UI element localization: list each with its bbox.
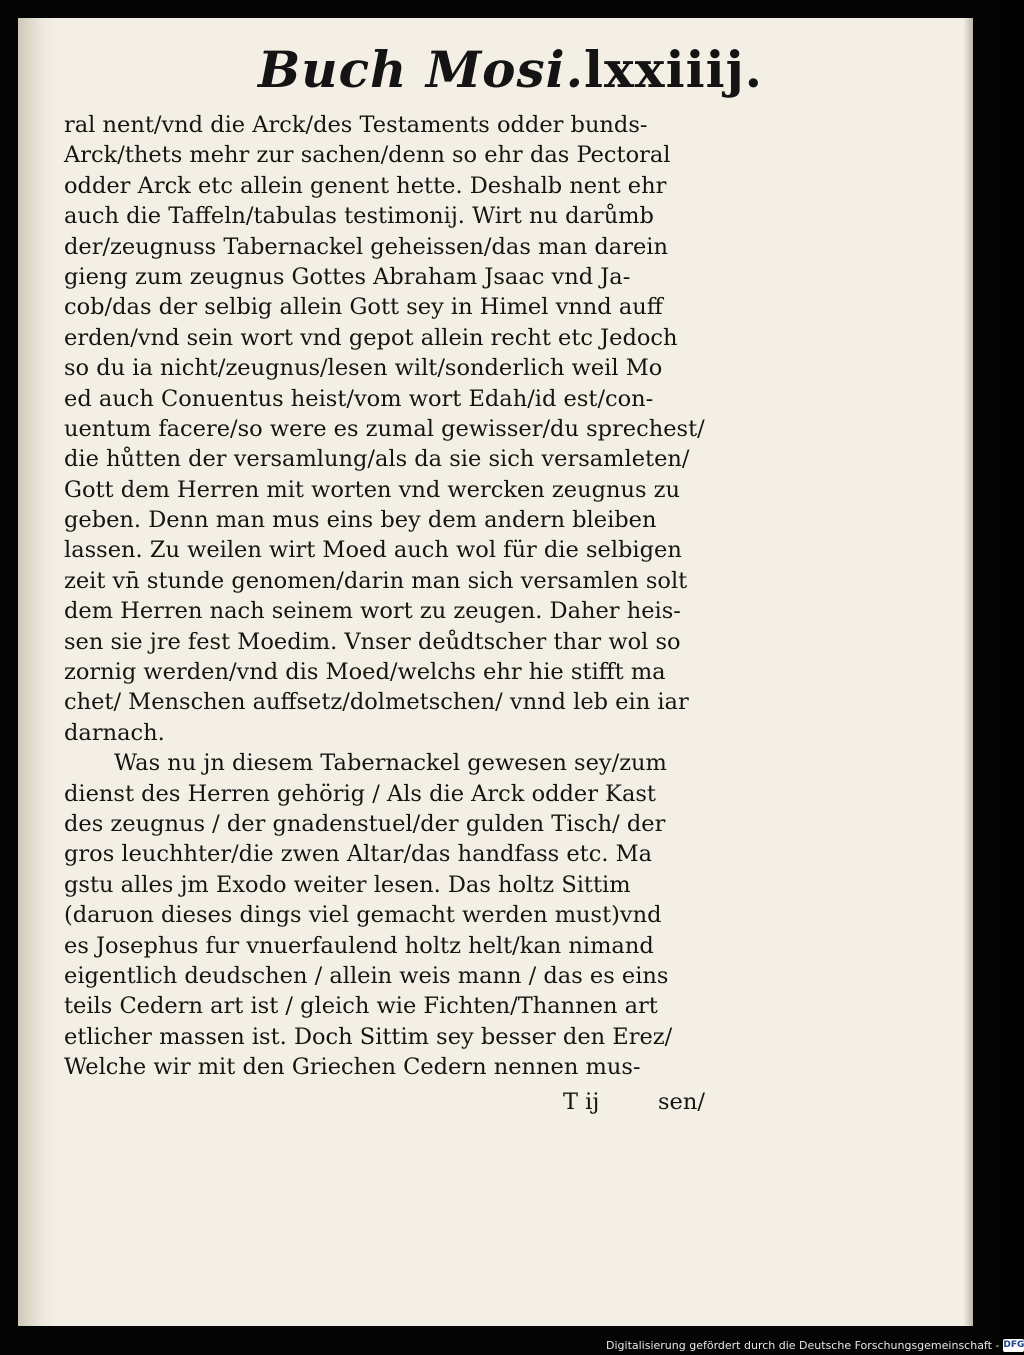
text-line-content: etlicher massen ist. Doch Sittim sey besser den Erez/: [64, 1023, 673, 1050]
text-line-content: gieng zum zeugnus Gottes Abraham Jsaac vnd Ja-: [64, 263, 631, 290]
text-line: [64, 991, 729, 1021]
page-gutter-shadow: [18, 18, 56, 1326]
text-line: [64, 1022, 729, 1052]
dfg-logo: DFG: [1003, 1340, 1024, 1350]
text-line: [64, 748, 729, 778]
text-line: [64, 839, 729, 869]
text-line: [64, 961, 729, 991]
page-edge-shadow: [963, 18, 973, 1326]
text-line-content: gros leuchhter/die zwen Altar/das handfass etc. Ma: [64, 841, 653, 868]
text-line-content: der/zeugnuss Tabernackel geheissen/das man darein: [64, 233, 668, 260]
text-line-content: uentum facere/so were es zumal gewisser/du sprechest/: [64, 415, 705, 442]
text-line: [64, 414, 729, 444]
text-line-content: chet/ Menschen auffsetz/dolmetschen/ vnnd leb ein iar: [64, 689, 689, 716]
text-line-content: ed auch Conuentus heist/vom wort Edah/id est/con-: [64, 385, 654, 412]
text-line-content: auch die Taffeln/tabulas testimonij. Wirt nu darůmb: [64, 203, 654, 230]
text-line-content: die hůtten der versamlung/als da sie sich versamleten/: [64, 446, 690, 473]
text-line-content: ral nent/vnd die Arck/des Testaments odder bunds-: [64, 112, 648, 138]
text-line: [64, 110, 729, 140]
text-line: [64, 900, 729, 930]
text-line-content: cob/das der selbig allein Gott sey in Himel vnnd auff: [64, 294, 663, 321]
text-line-content: so du ia nicht/zeugnus/lesen wilt/sonderlich weil Mo: [64, 355, 663, 382]
text-line-content: zornig werden/vnd dis Moed/welchs ehr hie stifft ma: [64, 659, 666, 686]
text-line-content: dienst des Herren gehörig / Als die Arck odder Kast: [64, 780, 656, 807]
text-line-content: Gott dem Herren mit worten vnd wercken zeugnus zu: [64, 476, 681, 503]
text-line: [64, 566, 729, 596]
text-line-content: erden/vnd sein wort vnd gepot allein recht etc Jedoch: [64, 324, 678, 351]
text-line: [64, 718, 729, 748]
text-line: [64, 931, 729, 961]
text-line: [64, 323, 729, 353]
catchword-line: [563, 1086, 733, 1118]
text-line-content: geben. Denn man mus eins bey dem andern bleiben: [64, 507, 657, 534]
catchword: sen/: [658, 1089, 705, 1115]
text-line: [64, 809, 729, 839]
text-line: [64, 232, 729, 262]
text-line-content: Was nu jn diesem Tabernackel gewesen sey/zum: [114, 750, 667, 777]
text-line: [64, 201, 729, 231]
text-line: [64, 292, 729, 322]
text-line-content: eigentlich deudschen / allein weis mann / das es eins: [64, 962, 669, 989]
text-line: [64, 657, 729, 687]
text-line-content: Arck/thets mehr zur sachen/denn so ehr das Pectoral: [64, 142, 671, 169]
text-line-content: zeit vn̄ stunde genomen/darin man sich versamlen solt: [64, 567, 688, 594]
text-line-content: sen sie jre fest Moedim. Vnser deůdtscher thar wol so: [64, 628, 681, 655]
signature-mark: T ij: [563, 1089, 600, 1115]
running-head-title: Buch Mosi.: [258, 40, 585, 99]
text-line: [64, 262, 729, 292]
text-line: [64, 1052, 729, 1082]
text-line: [64, 444, 729, 474]
text-line-content: odder Arck etc allein genent hette. Deshalb nent ehr: [64, 172, 667, 199]
text-line: [64, 870, 729, 900]
text-line-content: Welche wir mit den Griechen Cedern nennen mus-: [64, 1054, 641, 1081]
digitization-footer: [606, 1336, 1024, 1355]
text-line: [64, 535, 729, 565]
body-text: [64, 110, 729, 1083]
text-line: [64, 171, 729, 201]
text-line: [64, 779, 729, 809]
text-line-content: (daruon dieses dings viel gemacht werden must)vnd: [64, 902, 662, 929]
text-line: [64, 384, 729, 414]
folio-number: lxxiiij.: [584, 40, 764, 99]
text-line-content: lassen. Zu weilen wirt Moed auch wol für die selbigen: [64, 537, 682, 564]
running-head: [258, 40, 764, 110]
footer-credit: Digitalisierung gefördert durch die Deutsche Forschungsgemeinschaft -: [606, 1339, 1000, 1352]
text-line: [64, 353, 729, 383]
text-line: [64, 505, 729, 535]
book-page: [18, 18, 973, 1326]
text-line: [64, 687, 729, 717]
text-line-content: teils Cedern art ist / gleich wie Fichten/Thannen art: [64, 993, 658, 1020]
text-line-content: gstu alles jm Exodo weiter lesen. Das holtz Sittim: [64, 871, 631, 898]
text-line-content: es Josephus fur vnuerfaulend holtz helt/kan nimand: [64, 932, 654, 959]
text-line: [64, 596, 729, 626]
text-line-content: dem Herren nach seinem wort zu zeugen. Daher heis-: [64, 598, 681, 625]
text-line: [64, 475, 729, 505]
text-line-content: darnach.: [64, 719, 165, 746]
text-line: [64, 140, 729, 170]
text-line: [64, 627, 729, 657]
text-line-content: des zeugnus / der gnadenstuel/der gulden Tisch/ der: [64, 810, 666, 837]
